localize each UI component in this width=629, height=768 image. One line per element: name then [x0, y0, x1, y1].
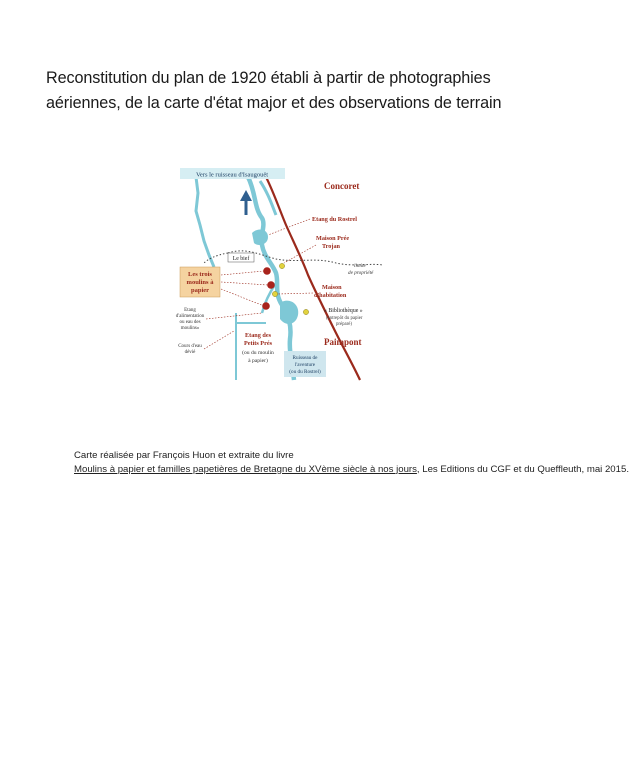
limite-label-2: de propriété	[348, 270, 374, 276]
cours-label-1: Cours d'eau	[178, 344, 202, 349]
alim-label-2: d'alimentation	[175, 314, 205, 319]
title-line-2: aériennes, de la carte d'état major et des observations de terrain	[46, 94, 502, 112]
petits-pres-label-4: à papier)	[248, 358, 268, 364]
concoret-label: Concoret	[324, 181, 360, 191]
biblio-label-1: « Bibliothèque »	[324, 308, 363, 314]
mill-marker-3	[262, 302, 270, 310]
alim-label-3: ou eau des	[179, 320, 201, 325]
habitation-marker	[272, 291, 277, 296]
caption-after: , Les Editions du CGF et du Queffleuth, mai 2015.	[416, 463, 629, 475]
cours-label-2: dévié	[184, 350, 196, 355]
moulins-label-2: moulins à	[186, 279, 214, 286]
ruisseau-label-1: Ruisseau de	[292, 355, 318, 361]
paimpont-label: Paimpont	[324, 337, 362, 347]
mill-marker-2	[267, 281, 275, 289]
alim-label-4: moulins»	[180, 326, 200, 331]
moulins-label-3: papier	[190, 287, 210, 294]
stream-label: Vers le ruisseau d'Isaugouët	[195, 171, 269, 179]
petits-pres-label-2: Petits Prés	[243, 340, 273, 347]
maison-pree-label-1: Maison Prée	[316, 235, 350, 242]
rostrel-pond	[252, 230, 268, 245]
document-title	[46, 66, 516, 116]
caption-before: Carte réalisée par François Huon et extraite du livre	[74, 449, 294, 461]
rostrel-label: Etang du Rostrel	[312, 216, 357, 223]
petits-pres-label-1: Etang des	[245, 332, 271, 339]
title-line-1: Reconstitution du plan de 1920 établi à partir de photographies	[46, 69, 491, 87]
bief-label: Le bief	[232, 256, 250, 262]
habitation-label-2: d'habitation	[314, 292, 347, 299]
mill-site-map	[176, 163, 383, 380]
ruisseau-label-2: l'aventure	[294, 362, 316, 368]
maison-pree-marker	[279, 263, 284, 268]
habitation-label-1: Maison	[322, 284, 342, 291]
biblio-label-3: préparé)	[336, 322, 352, 327]
map-figure	[176, 163, 383, 380]
biblio-label-2: (entrepôt du papier	[326, 316, 363, 321]
limite-label-1: limite	[354, 263, 366, 269]
bibliotheque-marker	[303, 309, 308, 314]
moulins-label-1: Les trois	[188, 271, 212, 278]
mill-marker-1	[263, 267, 271, 275]
alim-label-1: Etang	[184, 308, 196, 313]
maison-pree-label-2: Trojan	[322, 243, 340, 250]
ruisseau-label-3: (ou du Rostrel)	[289, 369, 321, 375]
petits-pres-label-3: (ou du moulin	[242, 350, 274, 356]
caption-book-title: Moulins à papier et familles papetières de Bretagne du XVème siècle à nos jours	[74, 463, 417, 475]
map-caption	[74, 449, 629, 477]
